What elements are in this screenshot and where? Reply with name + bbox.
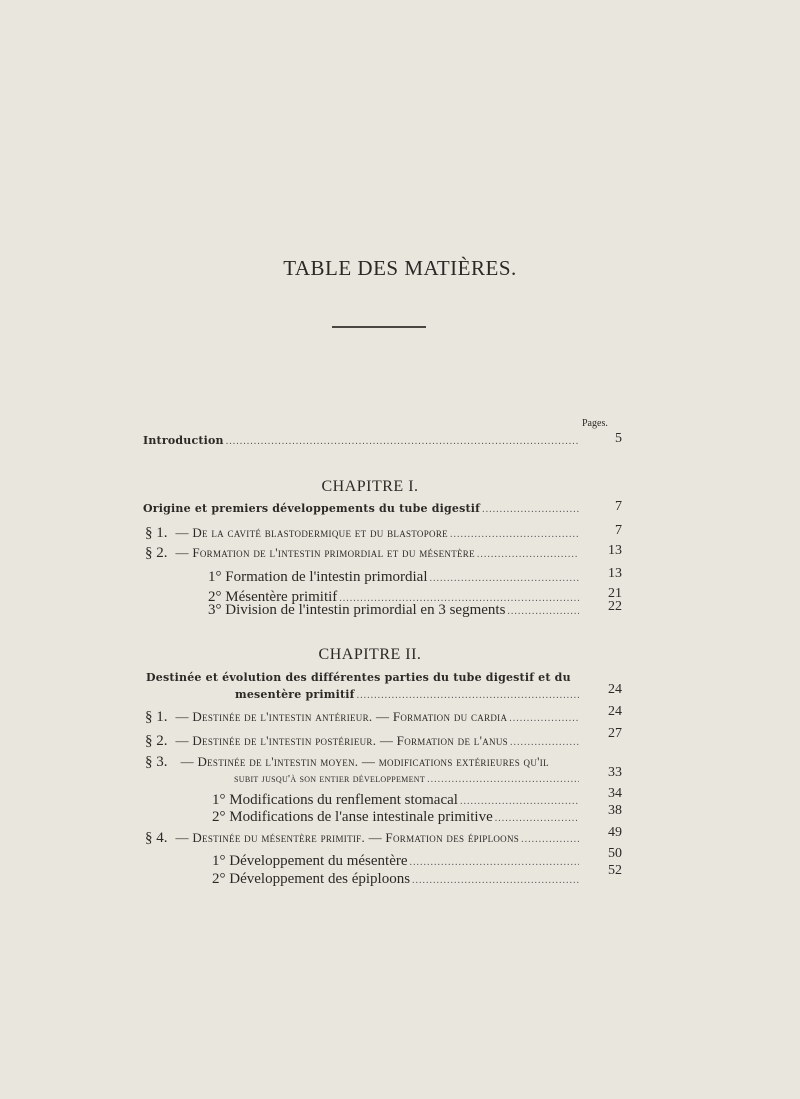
chapter-title-line: Destinée et évolution des différentes parties du tube digestif et du xyxy=(146,671,571,684)
page-number: 24 xyxy=(608,682,622,697)
pages-column-label: Pages. xyxy=(582,418,608,429)
entry-text: 3° Division de l'intestin primordial en 3 segments xyxy=(208,602,506,618)
page-number: 13 xyxy=(608,543,622,558)
page-title: TABLE DES MATIÈRES. xyxy=(283,256,517,280)
leader-dots xyxy=(226,433,579,450)
entry-text: mesentère primitif xyxy=(235,688,355,701)
page-number: 49 xyxy=(608,825,622,840)
chapter-heading: CHAPITRE I. xyxy=(321,478,419,495)
entry-text: Origine et premiers développements du tube digestif xyxy=(143,502,481,515)
leader-dots xyxy=(477,546,579,562)
leader-dots xyxy=(430,570,579,586)
toc-entry-section[interactable] xyxy=(145,544,579,562)
leader-dots xyxy=(450,526,579,542)
leader-dots xyxy=(460,793,579,809)
section-number: § 3. xyxy=(145,754,168,770)
page-number: 50 xyxy=(608,846,622,861)
title-rule xyxy=(332,326,426,328)
leader-dots xyxy=(482,501,579,518)
entry-text: 2° Modifications de l'anse intestinale primitive xyxy=(212,809,493,825)
chapter-heading: CHAPITRE II. xyxy=(318,646,422,663)
toc-entry-subsection[interactable] xyxy=(212,870,579,888)
toc-entry-section-line1[interactable] xyxy=(145,752,549,770)
page-number: 21 xyxy=(608,586,622,601)
section-number: § 4. xyxy=(145,830,168,846)
toc-entry-section[interactable] xyxy=(145,708,579,726)
section-number: § 2. xyxy=(145,545,168,561)
leader-dots xyxy=(509,710,579,726)
page-number: 24 xyxy=(608,704,622,719)
toc-entry-subsection[interactable] xyxy=(212,808,579,826)
entry-text: 2° Développement des épiploons xyxy=(212,871,411,887)
leader-dots xyxy=(427,771,579,788)
toc-entry-chapter-title[interactable] xyxy=(235,686,579,704)
entry-text: subit jusqu'à son entier développement xyxy=(234,773,426,785)
page-number: 34 xyxy=(608,786,622,801)
entry-text: — Destinée de l'intestin antérieur. — Formation du cardia xyxy=(175,709,508,724)
toc-entry-introduction[interactable] xyxy=(143,432,579,450)
leader-dots xyxy=(510,734,579,750)
toc-entry-section-line2[interactable] xyxy=(234,770,579,788)
leader-dots xyxy=(521,831,579,847)
page-number: 22 xyxy=(608,599,622,614)
leader-dots xyxy=(410,854,579,870)
entry-text: 1° Développement du mésentère xyxy=(212,853,408,869)
leader-dots xyxy=(357,687,579,704)
entry-text: — Destinée de l'intestin moyen. — modifications extérieures qu'il xyxy=(180,754,549,769)
entry-text: — Destinée de l'intestin postérieur. — Formation de l'anus xyxy=(175,733,508,748)
page-number: 13 xyxy=(608,566,622,581)
entry-text: — Destinée du mésentère primitif. — Formation des épiploons xyxy=(175,830,520,845)
entry-text: 1° Modifications du renflement stomacal xyxy=(212,792,458,808)
entry-text: 2° Mésentère primitif xyxy=(208,589,338,605)
toc-entry-subsection[interactable] xyxy=(212,791,579,809)
section-number: § 1. xyxy=(145,525,168,541)
toc-entry-subsection[interactable] xyxy=(208,601,579,619)
page-number: 7 xyxy=(615,523,622,538)
page-number: 5 xyxy=(615,431,622,446)
page-number: 52 xyxy=(608,863,622,878)
toc-entry-subsection[interactable] xyxy=(212,852,579,870)
page-number: 7 xyxy=(615,499,622,514)
leader-dots xyxy=(507,603,579,619)
section-number: § 1. xyxy=(145,709,168,725)
section-number: § 2. xyxy=(145,733,168,749)
toc-entry-chapter-title[interactable] xyxy=(143,500,579,518)
toc-entry-subsection[interactable] xyxy=(208,568,579,586)
entry-text: Introduction xyxy=(143,434,224,447)
toc-entry-section[interactable] xyxy=(145,829,579,847)
leader-dots xyxy=(412,872,579,888)
entry-text: — Formation de l'intestin primordial et du mésentère xyxy=(175,545,475,560)
entry-text: 1° Formation de l'intestin primordial xyxy=(208,569,428,585)
page-number: 33 xyxy=(608,765,622,780)
leader-dots xyxy=(495,810,579,826)
entry-text: — De la cavité blastodermique et du blastopore xyxy=(175,525,448,540)
toc-entry-section[interactable] xyxy=(145,732,579,750)
page-number: 38 xyxy=(608,803,622,818)
toc-entry-section[interactable] xyxy=(145,524,579,542)
page-number: 27 xyxy=(608,726,622,741)
